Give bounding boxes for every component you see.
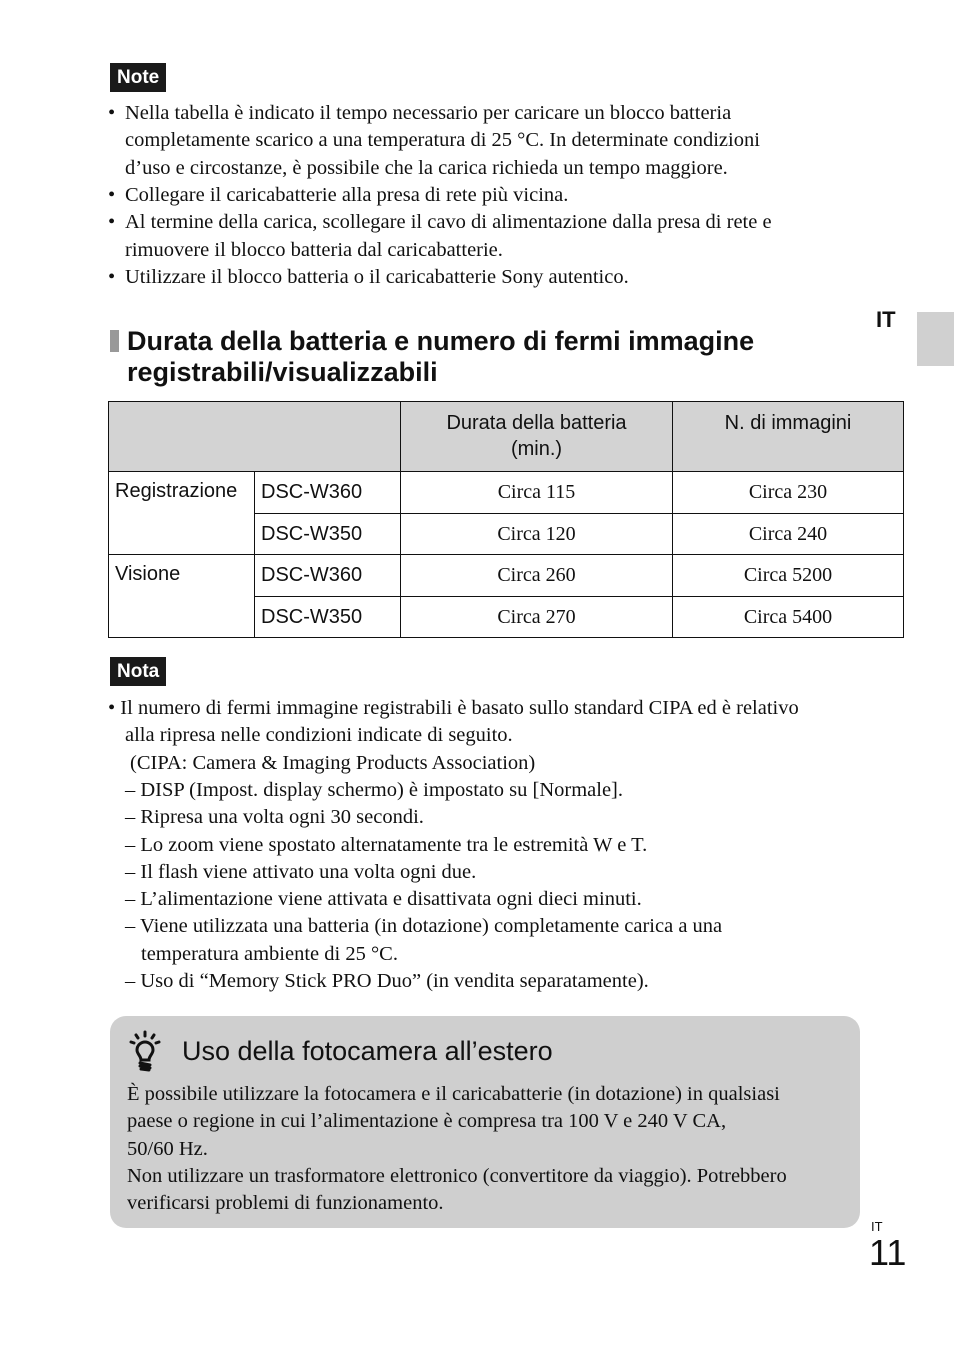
model-cell: DSC-W360 (255, 472, 401, 514)
nota-line: temperatura ambiente di 25 °C. (141, 942, 398, 965)
note-line: Utilizzare il blocco batteria o il caricabatterie Sony autentico. (125, 265, 629, 288)
nota-line: • Il numero di fermi immagine registrabili è basato sullo standard CIPA ed è relativo (108, 697, 799, 719)
model-cell: DSC-W350 (255, 514, 401, 555)
nota-line: – Viene utilizzata una batteria (in dotazione) completamente carica a una (125, 915, 723, 938)
header-duration: Durata della batteria (min.) (401, 402, 673, 472)
tip-line: verificarsi problemi di funzionamento. (127, 1192, 444, 1215)
tip-line: Non utilizzare un trasformatore elettronico (convertitore da viaggio). Potrebbero (127, 1164, 787, 1187)
group-label: Visione (109, 555, 255, 638)
nota-line: – DISP (Impost. display schermo) è impostato su [Normale]. (125, 778, 623, 801)
bullet-icon: • (108, 183, 116, 206)
nota-label: Nota (110, 657, 166, 686)
bullet-icon: • (108, 265, 116, 288)
lightbulb-icon (128, 1030, 162, 1072)
nota-line: – Lo zoom viene spostato alternatamente tra le estremità W e T. (125, 833, 648, 856)
section-title-2: registrabili/visualizzabili (127, 357, 438, 387)
page-number: 11 (869, 1232, 907, 1273)
duration-cell: Circa 260 (401, 555, 673, 597)
tip-line: È possibile utilizzare la fotocamera e il caricabatterie (in dotazione) in qualsiasi (127, 1083, 780, 1105)
note-line: rimuovere il blocco batteria dal caricabatterie. (125, 238, 503, 261)
bullet-icon: • (108, 102, 116, 124)
bullet-icon: • (108, 211, 116, 234)
duration-cell: Circa 120 (401, 514, 673, 555)
model-cell: DSC-W360 (255, 555, 401, 597)
nota-line: – Uso di “Memory Stick PRO Duo” (in vendita separatamente). (125, 970, 649, 992)
note-line: Collegare il caricabatterie alla presa di rete più vicina. (125, 183, 569, 206)
section-marker (110, 330, 119, 352)
note-label: Note (110, 63, 166, 92)
images-cell: Circa 5200 (673, 555, 904, 597)
nota-line: – Il flash viene attivato una volta ogni due. (125, 860, 477, 883)
note-line: Al termine della carica, scollegare il cavo di alimentazione dalla presa di rete e (125, 211, 772, 234)
battery-table (108, 401, 904, 638)
images-cell: Circa 240 (673, 514, 904, 555)
images-cell: Circa 5400 (673, 597, 904, 638)
tip-box (110, 1016, 860, 1228)
note-line: completamente scarico a una temperatura di 25 °C. In determinate condizioni (125, 129, 760, 152)
duration-cell: Circa 270 (401, 597, 673, 638)
tip-line: 50/60 Hz. (127, 1137, 208, 1160)
nota-line: – L’alimentazione viene attivata e disattivata ogni dieci minuti. (125, 888, 642, 911)
footer-lang: IT (871, 1219, 883, 1234)
images-cell: Circa 230 (673, 472, 904, 514)
side-tab-label: IT (876, 307, 896, 332)
side-tab (917, 312, 954, 366)
note-line: d’uso e circostanze, è possibile che la carica richieda un tempo maggiore. (125, 156, 728, 179)
header-empty (109, 402, 401, 472)
nota-line: (CIPA: Camera & Imaging Products Association) (130, 751, 536, 774)
nota-line: alla ripresa nelle condizioni indicate di seguito. (125, 724, 513, 747)
tip-title: Uso della fotocamera all’estero (182, 1036, 553, 1066)
group-label: Registrazione (109, 472, 255, 555)
duration-cell: Circa 115 (401, 472, 673, 514)
model-cell: DSC-W350 (255, 597, 401, 638)
note-line: Nella tabella è indicato il tempo necessario per caricare un blocco batteria (125, 102, 732, 124)
tip-line: paese o regione in cui l’alimentazione è compresa tra 100 V e 240 V CA, (127, 1110, 727, 1133)
section-title: Durata della batteria e numero di fermi immagine (127, 326, 755, 356)
nota-line: – Ripresa una volta ogni 30 secondi. (125, 806, 424, 829)
header-images: N. di immagini (673, 402, 904, 472)
